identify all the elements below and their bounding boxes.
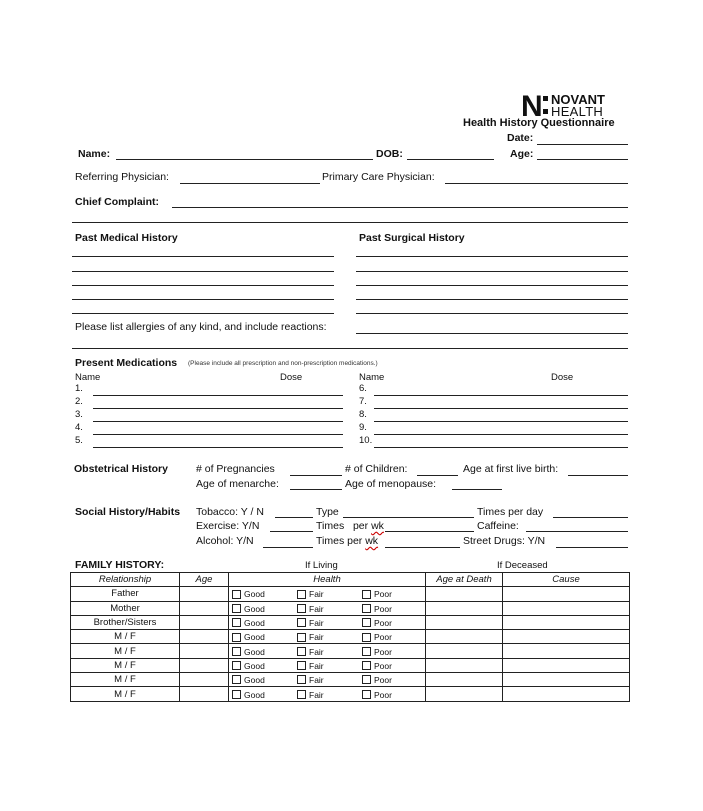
social-history-label: Social History/Habits — [75, 506, 181, 518]
table-header-row — [71, 573, 630, 587]
med-dose-col-right: Dose — [551, 372, 574, 383]
health-cell — [229, 673, 426, 687]
times-per-day-label: Times per day — [477, 506, 544, 518]
health-option[interactable] — [232, 646, 297, 657]
checkbox-icon[interactable] — [232, 661, 241, 670]
health-option-label: Fair — [309, 674, 324, 685]
health-option-label: Good — [244, 617, 265, 628]
allergies-field-2[interactable] — [72, 348, 628, 349]
surgical-history-line[interactable] — [356, 256, 628, 257]
checkbox-icon[interactable] — [362, 675, 371, 684]
age-first-birth-field[interactable] — [568, 475, 628, 476]
tobacco-type-field[interactable] — [343, 517, 474, 518]
health-option[interactable] — [232, 674, 297, 685]
health-option-label: Good — [244, 603, 265, 614]
checkbox-icon[interactable] — [232, 690, 241, 699]
health-cell — [229, 687, 426, 701]
health-option[interactable] — [297, 617, 362, 628]
relationship-cell: M / F — [71, 673, 180, 687]
medication-line[interactable] — [374, 421, 628, 422]
medication-line[interactable] — [93, 447, 343, 448]
menopause-field[interactable] — [452, 489, 502, 490]
age-at-death-cell[interactable] — [426, 644, 503, 658]
health-option[interactable] — [232, 660, 297, 671]
age-header: Age — [180, 573, 229, 587]
health-option-label: Fair — [309, 689, 324, 700]
obstetrical-history-label: Obstetrical History — [74, 463, 168, 475]
med-number: 7. — [359, 396, 367, 407]
medication-line[interactable] — [374, 408, 628, 409]
checkbox-icon[interactable] — [297, 590, 306, 599]
chief-complaint-label: Chief Complaint: — [75, 196, 159, 208]
med-name-col-left: Name — [75, 372, 101, 383]
exercise-times-label — [316, 520, 384, 532]
medications-note: (Please include all prescription and non-prescription medications.) — [188, 360, 378, 367]
health-cell — [229, 630, 426, 644]
exercise-label: Exercise: Y/N — [196, 520, 260, 532]
medical-history-line[interactable] — [72, 256, 334, 257]
med-dose-col-left: Dose — [280, 372, 303, 383]
medication-line[interactable] — [93, 408, 343, 409]
caffeine-label: Caffeine: — [477, 520, 519, 532]
age-cell[interactable] — [180, 601, 229, 615]
present-medications-label: Present Medications — [75, 357, 178, 369]
medication-line[interactable] — [93, 421, 343, 422]
checkbox-icon[interactable] — [232, 675, 241, 684]
relationship-cell: M / F — [71, 644, 180, 658]
checkbox-icon[interactable] — [362, 647, 371, 656]
health-option-label: Poor — [374, 632, 392, 643]
primary-care-physician-field[interactable] — [445, 183, 628, 184]
health-option-label: Good — [244, 632, 265, 643]
checkbox-icon[interactable] — [232, 618, 241, 627]
checkbox-icon[interactable] — [297, 690, 306, 699]
med-number: 2. — [75, 396, 83, 407]
health-option-label: Poor — [374, 617, 392, 628]
table-row — [71, 673, 630, 687]
children-label: # of Children: — [345, 463, 408, 475]
health-option[interactable] — [362, 646, 426, 657]
logo-mark-dots — [543, 96, 548, 101]
table-row — [71, 587, 630, 601]
health-option-label: Good — [244, 689, 265, 700]
health-option-label: Poor — [374, 660, 392, 671]
age-cell[interactable] — [180, 587, 229, 601]
alcohol-times-field[interactable] — [385, 547, 460, 548]
table-row — [71, 630, 630, 644]
tobacco-label: Tobacco: Y / N — [196, 506, 264, 518]
past-medical-history-label: Past Medical History — [75, 232, 178, 244]
logo-mark-dot2 — [543, 109, 548, 114]
health-option-label: Poor — [374, 689, 392, 700]
age-at-death-cell[interactable] — [426, 658, 503, 672]
surgical-history-line[interactable] — [356, 271, 628, 272]
health-option-label: Poor — [374, 603, 392, 614]
checkbox-icon[interactable] — [297, 661, 306, 670]
wk-text: wk — [371, 520, 384, 532]
med-number: 4. — [75, 422, 83, 433]
table-row — [71, 615, 630, 629]
health-option[interactable] — [297, 588, 362, 599]
exercise-times-field[interactable] — [385, 531, 474, 532]
checkbox-icon[interactable] — [297, 604, 306, 613]
health-option[interactable] — [362, 588, 426, 599]
health-option[interactable] — [232, 631, 297, 642]
referring-physician-field[interactable] — [180, 183, 320, 184]
age-at-death-cell[interactable] — [426, 687, 503, 701]
alcohol-field[interactable] — [263, 547, 313, 548]
health-option[interactable] — [362, 631, 426, 642]
checkbox-icon[interactable] — [232, 604, 241, 613]
health-option-label: Good — [244, 660, 265, 671]
cause-cell[interactable] — [503, 601, 630, 615]
relationship-cell: M / F — [71, 658, 180, 672]
medical-history-line[interactable] — [72, 313, 334, 314]
exercise-field[interactable] — [270, 531, 313, 532]
age-cell[interactable] — [180, 644, 229, 658]
age-cell[interactable] — [180, 687, 229, 701]
medical-history-line[interactable] — [72, 271, 334, 272]
med-number: 10. — [359, 435, 373, 446]
medication-line[interactable] — [93, 434, 343, 435]
med-number: 8. — [359, 409, 367, 420]
med-number: 6. — [359, 383, 367, 394]
table-row — [71, 644, 630, 658]
form-title: Health History Questionnaire — [463, 117, 615, 129]
age-cell[interactable] — [180, 615, 229, 629]
surgical-history-line[interactable] — [356, 313, 628, 314]
medication-line[interactable] — [374, 447, 628, 448]
tobacco-field[interactable] — [275, 517, 313, 518]
age-field[interactable] — [537, 159, 628, 160]
health-option[interactable] — [362, 689, 426, 700]
health-option-label: Poor — [374, 589, 392, 600]
health-header: Health — [229, 573, 426, 587]
checkbox-icon[interactable] — [232, 647, 241, 656]
health-option-label: Fair — [309, 660, 324, 671]
age-at-death-cell[interactable] — [426, 601, 503, 615]
cause-cell[interactable] — [503, 587, 630, 601]
health-cell — [229, 615, 426, 629]
cause-cell[interactable] — [503, 673, 630, 687]
medication-line[interactable] — [374, 434, 628, 435]
checkbox-icon[interactable] — [297, 618, 306, 627]
cause-cell[interactable] — [503, 644, 630, 658]
health-option[interactable] — [362, 603, 426, 614]
checkbox-icon[interactable] — [232, 633, 241, 642]
relationship-cell: Mother — [71, 601, 180, 615]
medication-line[interactable] — [374, 395, 628, 396]
relationship-cell: Brother/Sisters — [71, 615, 180, 629]
health-option-label: Fair — [309, 603, 324, 614]
logo-text-novant: NOVANT — [551, 92, 605, 107]
health-option[interactable] — [297, 631, 362, 642]
health-option[interactable] — [362, 674, 426, 685]
health-option[interactable] — [232, 603, 297, 614]
checkbox-icon[interactable] — [297, 647, 306, 656]
per-text: per — [352, 520, 369, 532]
age-at-death-cell[interactable] — [426, 587, 503, 601]
health-option[interactable] — [362, 617, 426, 628]
primary-care-physician-label: Primary Care Physician: — [322, 171, 435, 183]
street-drugs-field[interactable] — [556, 547, 628, 548]
health-option[interactable] — [297, 689, 362, 700]
pregnancies-label: # of Pregnancies — [196, 463, 275, 475]
medical-history-line[interactable] — [72, 299, 334, 300]
med-number: 3. — [75, 409, 83, 420]
medication-line[interactable] — [93, 395, 343, 396]
chief-complaint-field-2[interactable] — [72, 222, 628, 223]
street-drugs-label: Street Drugs: Y/N — [463, 535, 546, 547]
name-field[interactable] — [116, 159, 373, 160]
surgical-history-line[interactable] — [356, 299, 628, 300]
health-option[interactable] — [232, 588, 297, 599]
cause-header: Cause — [503, 573, 630, 587]
table-row — [71, 658, 630, 672]
med-name-col-right: Name — [359, 372, 385, 383]
relationship-cell: Father — [71, 587, 180, 601]
health-option-label: Fair — [309, 617, 324, 628]
if-deceased-label: If Deceased — [497, 560, 548, 571]
children-field[interactable] — [417, 475, 458, 476]
health-option-label: Good — [244, 589, 265, 600]
health-option-label: Poor — [374, 646, 392, 657]
age-at-death-cell[interactable] — [426, 630, 503, 644]
surgical-history-line[interactable] — [356, 285, 628, 286]
med-number: 5. — [75, 435, 83, 446]
health-option-label: Fair — [309, 632, 324, 643]
health-cell — [229, 601, 426, 615]
medical-history-line[interactable] — [72, 285, 334, 286]
table-row — [71, 687, 630, 701]
relationship-cell: M / F — [71, 687, 180, 701]
checkbox-icon[interactable] — [362, 590, 371, 599]
past-surgical-history-label: Past Surgical History — [359, 232, 465, 244]
logo-mark: N — [521, 90, 542, 123]
name-label: Name: — [78, 148, 111, 160]
cause-cell[interactable] — [503, 630, 630, 644]
health-option-label: Good — [244, 646, 265, 657]
times-per-text: Times per — [316, 535, 363, 547]
age-cell[interactable] — [180, 673, 229, 687]
health-option[interactable] — [297, 603, 362, 614]
checkbox-icon[interactable] — [362, 690, 371, 699]
health-option-label: Poor — [374, 674, 392, 685]
alcohol-times-label — [316, 535, 378, 547]
if-living-label: If Living — [305, 560, 338, 571]
checkbox-icon[interactable] — [297, 675, 306, 684]
age-at-death-header: Age at Death — [426, 573, 503, 587]
age-cell[interactable] — [180, 658, 229, 672]
age-cell[interactable] — [180, 630, 229, 644]
health-option[interactable] — [362, 660, 426, 671]
date-label: Date: — [507, 132, 534, 144]
age-at-death-cell[interactable] — [426, 615, 503, 629]
health-cell — [229, 658, 426, 672]
age-first-birth-label: Age at first live birth: — [463, 463, 559, 475]
chief-complaint-field-1[interactable] — [172, 207, 628, 208]
health-option-label: Fair — [309, 589, 324, 600]
logo-text-health: HEALTH — [551, 104, 604, 119]
relationship-header: Relationship — [71, 573, 180, 587]
health-option[interactable] — [297, 646, 362, 657]
checkbox-icon[interactable] — [362, 633, 371, 642]
checkbox-icon[interactable] — [297, 633, 306, 642]
cause-cell[interactable] — [503, 687, 630, 701]
dob-field[interactable] — [407, 159, 494, 160]
date-field[interactable] — [537, 144, 628, 145]
health-cell — [229, 644, 426, 658]
age-at-death-cell[interactable] — [426, 673, 503, 687]
times-text: Times — [316, 520, 345, 532]
wk-text: wk — [365, 535, 379, 547]
times-per-day-field[interactable] — [553, 517, 628, 518]
caffeine-field[interactable] — [526, 531, 628, 532]
allergies-label: Please list allergies of any kind, and include reactions: — [75, 321, 327, 333]
health-option-label: Fair — [309, 646, 324, 657]
menarche-label: Age of menarche: — [196, 478, 279, 490]
allergies-field-1[interactable] — [356, 333, 628, 334]
health-option[interactable] — [297, 674, 362, 685]
med-number: 1. — [75, 383, 83, 394]
health-option[interactable] — [297, 660, 362, 671]
health-option[interactable] — [232, 617, 297, 628]
relationship-cell: M / F — [71, 630, 180, 644]
referring-physician-label: Referring Physician: — [75, 171, 169, 183]
table-row — [71, 601, 630, 615]
pregnancies-field[interactable] — [290, 475, 342, 476]
cause-cell[interactable] — [503, 615, 630, 629]
cause-cell[interactable] — [503, 658, 630, 672]
health-option[interactable] — [232, 689, 297, 700]
age-label: Age: — [510, 148, 534, 160]
health-option-label: Good — [244, 674, 265, 685]
checkbox-icon[interactable] — [232, 590, 241, 599]
health-cell — [229, 587, 426, 601]
tobacco-type-label: Type — [316, 506, 339, 518]
dob-label: DOB: — [376, 148, 403, 160]
alcohol-label: Alcohol: Y/N — [196, 535, 254, 547]
med-number: 9. — [359, 422, 367, 433]
family-history-label: FAMILY HISTORY: — [75, 559, 165, 571]
menarche-field[interactable] — [290, 489, 342, 490]
checkbox-icon[interactable] — [362, 604, 371, 613]
checkbox-icon[interactable] — [362, 618, 371, 627]
family-history-table — [70, 572, 630, 702]
menopause-label: Age of menopause: — [345, 478, 437, 490]
checkbox-icon[interactable] — [362, 661, 371, 670]
